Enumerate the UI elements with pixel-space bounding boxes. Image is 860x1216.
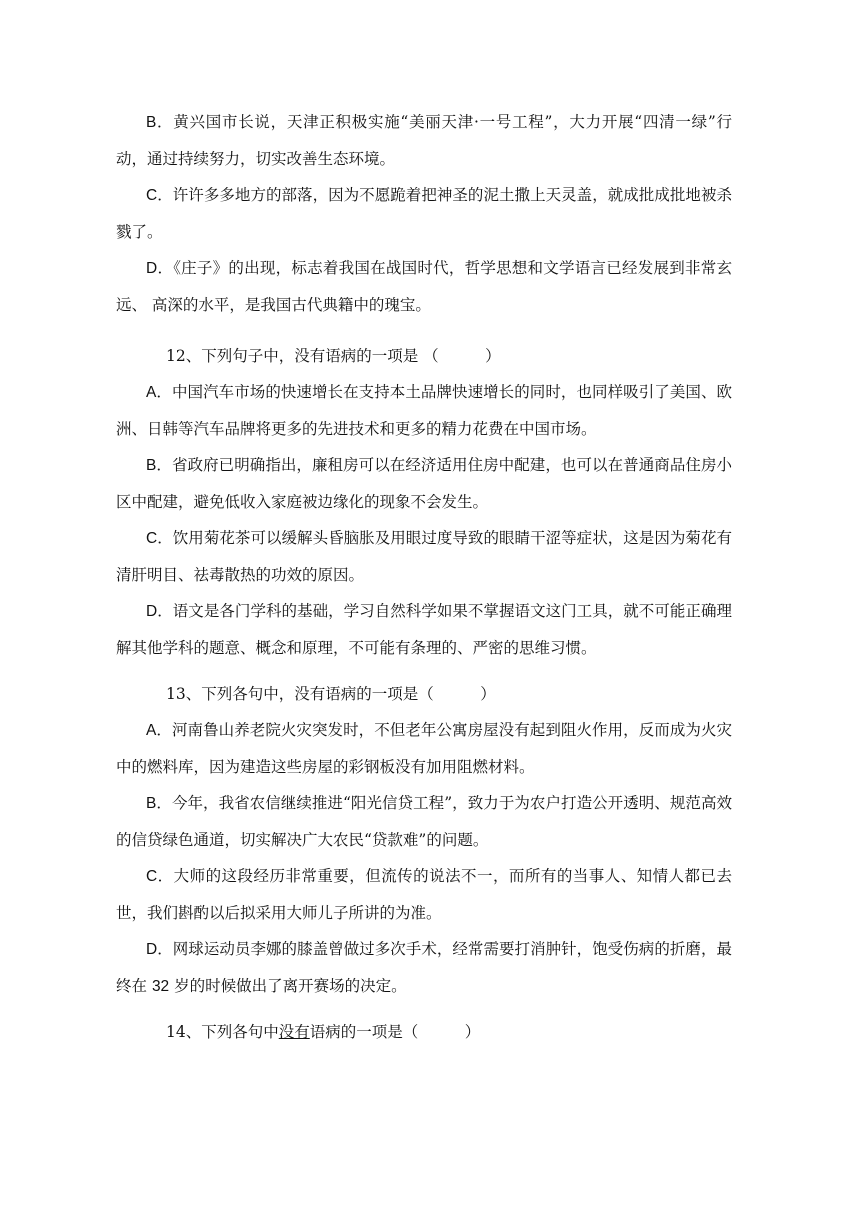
question-14 bbox=[116, 1014, 732, 1050]
option-text: 中国汽车市场的快速增长在支持本土品牌快速增长的同时，也同样吸引了美国、欧洲、日韩等汽车品牌将更多的先进技术和更多的精力花费在中国市场。 bbox=[116, 383, 732, 438]
option-text: 语文是各门学科的基础，学习自然科学如果不掌握语文这门工具，就不可能正确理解其他学科的题意、概念和原理，不可能有条理的、严密的思维习惯。 bbox=[116, 602, 732, 657]
option-letter: D． bbox=[146, 941, 173, 958]
option-text: 河南鲁山养老院火灾突发时，不但老年公寓房屋没有起到阻火作用，反而成为火灾中的燃料库，因为建造这些房屋的彩钢板没有加用阻燃材料。 bbox=[116, 721, 732, 776]
option-c bbox=[116, 520, 732, 593]
question-stem: 13、下列各句中，没有语病的一项是（ ） bbox=[166, 685, 496, 703]
option-letter: C． bbox=[146, 530, 173, 547]
question-11-options bbox=[116, 104, 732, 323]
option-c bbox=[116, 858, 732, 931]
question-12 bbox=[116, 338, 732, 666]
stem-start: 14、下列各句中 bbox=[166, 1023, 279, 1041]
option-d bbox=[116, 931, 732, 1005]
option-text: 黄兴国市长说，天津正积极实施“美丽天津·一号工程”，大力开展“四清一绿”行动，通过持续努力，切实改善生态环境。 bbox=[116, 113, 732, 168]
option-letter: B． bbox=[146, 457, 172, 474]
option-letter: C． bbox=[146, 187, 173, 204]
option-b bbox=[116, 447, 732, 520]
age-number: 32 bbox=[151, 978, 170, 995]
question-13 bbox=[116, 676, 732, 1005]
option-a bbox=[116, 374, 732, 447]
option-text: 今年，我省农信继续推进“阳光信贷工程”，致力于为农户打造公开透明、规范高效的信贷绿色通道，切实解决广大农民“贷款难”的问题。 bbox=[116, 794, 732, 849]
option-text: 饮用菊花茶可以缓解头昏脑胀及用眼过度导致的眼睛干涩等症状，这是因为菊花有清肝明目、祛毒散热的功效的原因。 bbox=[116, 529, 732, 584]
question-stem bbox=[116, 1014, 732, 1050]
option-text: 《庄子》的出现，标志着我国在战国时代，哲学思想和文学语言已经发展到非常玄远、 高深的水平，是我国古代典籍中的瑰宝。 bbox=[116, 259, 732, 314]
option-letter: A． bbox=[146, 722, 172, 739]
option-c bbox=[116, 177, 732, 250]
option-a bbox=[116, 712, 732, 785]
option-text-end: 岁的时候做出了离开赛场的决定。 bbox=[169, 977, 407, 995]
option-b bbox=[116, 104, 732, 177]
option-letter: C． bbox=[146, 868, 174, 885]
option-text: 省政府已明确指出，廉租房可以在经济适用住房中配建，也可以在普通商品住房小区中配建，避免低收入家庭被边缘化的现象不会发生。 bbox=[116, 456, 732, 511]
option-d bbox=[116, 250, 732, 323]
stem-underlined-word: 没有 bbox=[278, 1023, 310, 1041]
option-text: 大师的这段经历非常重要，但流传的说法不一，而所有的当事人、知情人都已去世，我们斟酌以后拟采用大师儿子所讲的为准。 bbox=[116, 867, 732, 922]
stem-end: 语病的一项是（ ） bbox=[309, 1023, 481, 1041]
option-letter: D． bbox=[146, 260, 174, 277]
question-stem: 12、下列句子中，没有语病的一项是 （ ） bbox=[166, 347, 501, 365]
option-letter: B． bbox=[146, 114, 174, 131]
option-letter: B． bbox=[146, 795, 172, 812]
option-text: 网球运动员李娜的膝盖曾做过多次手术，经常需要打消肿针，饱受伤病的折磨，最终在 bbox=[116, 940, 732, 995]
option-letter: D． bbox=[146, 603, 173, 620]
option-d bbox=[116, 593, 732, 666]
option-letter: A． bbox=[146, 384, 172, 401]
option-text: 许许多多地方的部落，因为不愿跪着把神圣的泥土撒上天灵盖，就成批成批地被杀戮了。 bbox=[116, 186, 732, 241]
option-b bbox=[116, 785, 732, 858]
